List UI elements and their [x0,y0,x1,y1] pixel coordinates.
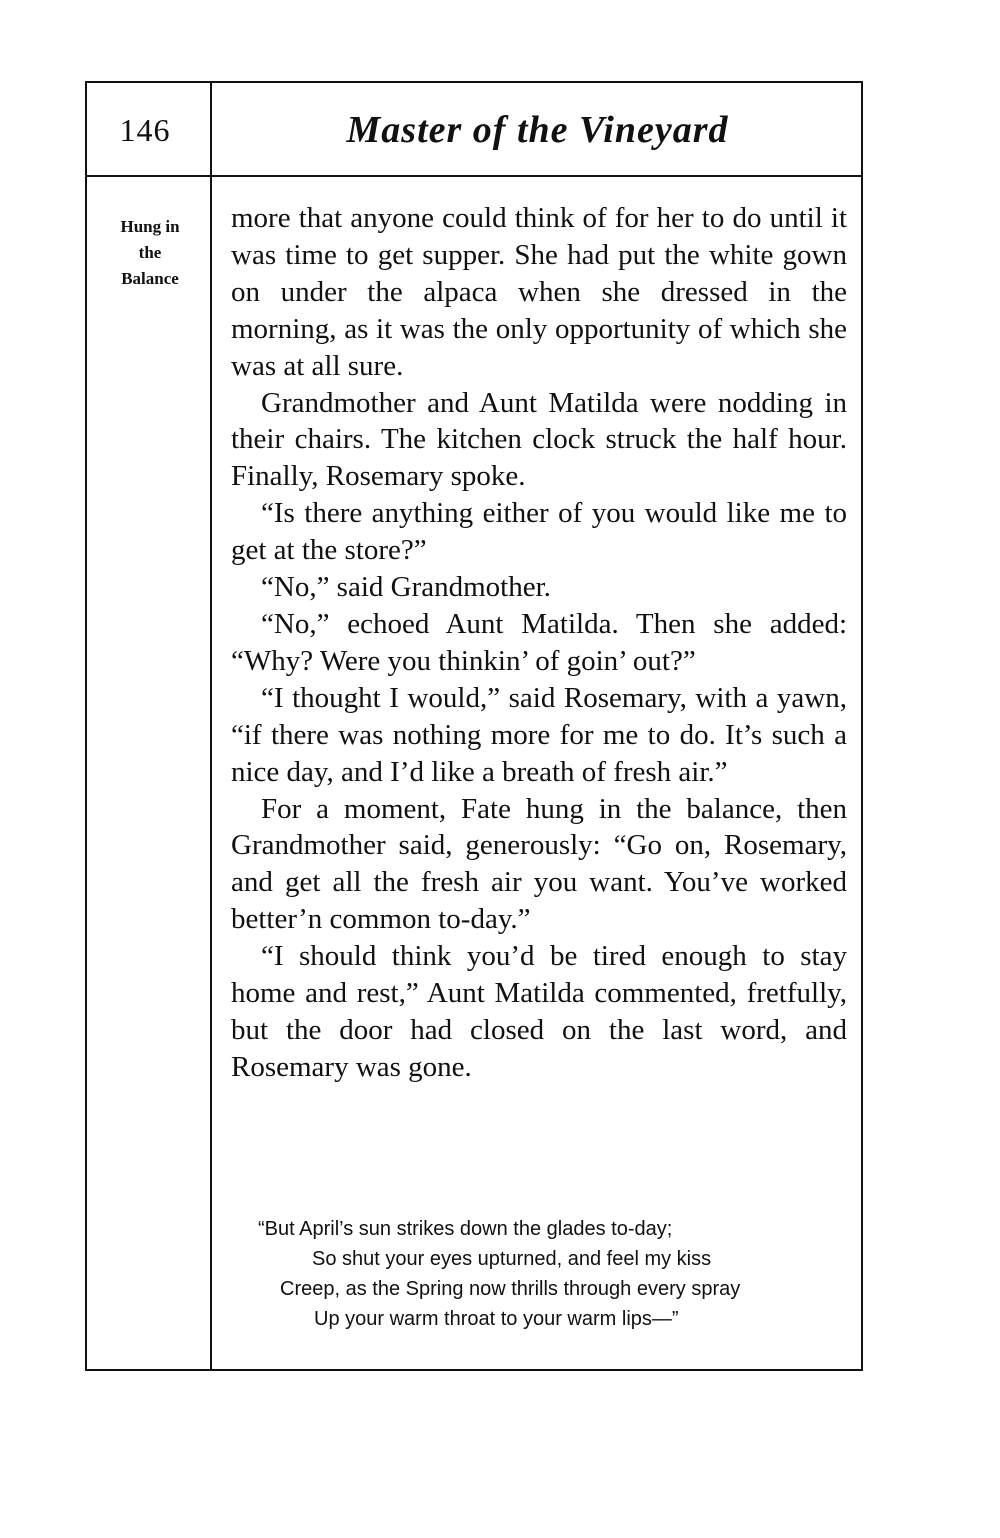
verse-line: Creep, as the Spring now thrills through every spray [280,1278,741,1300]
verse-line: Up your warm throat to your warm lips—” [314,1308,679,1330]
paragraph: For a moment, Fate hung in the balance, then Grandmother said, generously: “Go on, Rosemary, and get all the fresh air you want. You’ve worked better’n common to-day.” [231,792,847,936]
side-note [100,214,200,292]
verse-line: So shut your eyes upturned, and feel my kiss [312,1248,712,1270]
paragraph: “No,” echoed Aunt Matilda. Then she added: “Why? Were you thinkin’ of goin’ out?” [231,607,847,677]
verse-line: “But April’s sun strikes down the glades to-day; [258,1218,673,1240]
verse [258,1214,858,1334]
paragraph: “Is there anything either of you would like me to get at the store?” [231,497,847,567]
page-number: 146 [119,112,171,148]
paragraph: “No,” said Grandmother. [261,571,551,604]
side-note-line: Balance [121,269,179,288]
paragraph: Grandmother and Aunt Matilda were nodding in their chairs. The kitchen clock struck the half hour. Finally, Rosemary spoke. [231,386,847,493]
paragraph: more that anyone could think of for her to do until it was time to get supper. She had put the white gown on under the alpaca when she dressed in the morning, as it was the only opportunity of which she was at all sure. [231,202,847,382]
paragraph: “I thought I would,” said Rosemary, with a yawn, “if there was nothing more for me to do. It’s such a nice day, and I’d like a breath of fresh air.” [231,681,847,788]
side-note-line: Hung in [120,217,180,236]
side-note-line: the [138,243,162,262]
gutter-rule [210,81,212,1371]
paragraph: “I should think you’d be tired enough to stay home and rest,” Aunt Matilda commented, fretfully, but the door had closed on the last word, and Rosemary was gone. [231,940,847,1083]
running-title: Master of the Vineyard [346,109,729,151]
body-text [231,200,847,1086]
